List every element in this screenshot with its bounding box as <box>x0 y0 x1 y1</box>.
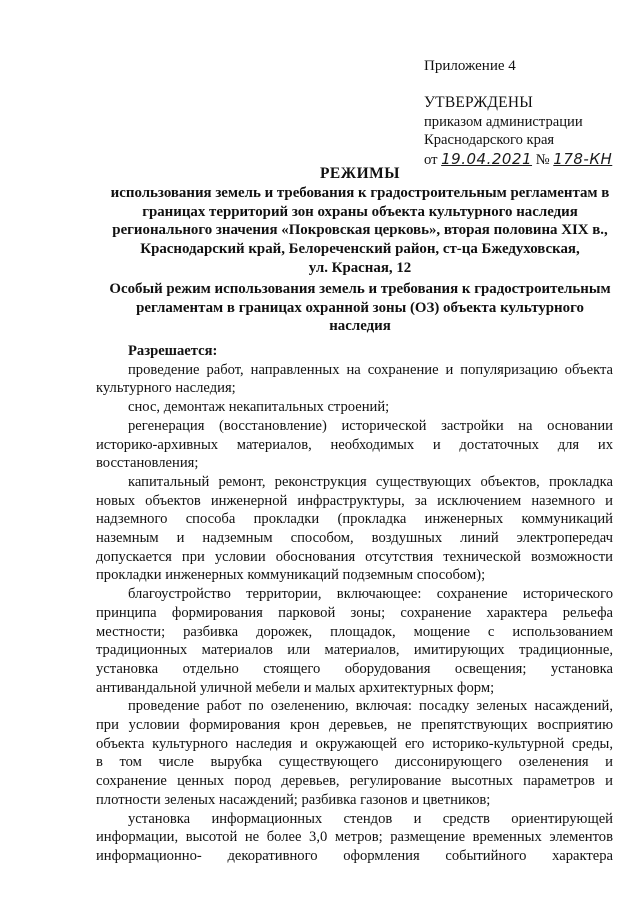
body-line: снос, демонтаж некапитальных строений; <box>128 399 390 416</box>
document-subtitle <box>96 184 624 278</box>
body-line: местности; разбивка дорожек, площадок, мощение с использованием <box>96 623 613 640</box>
body-line: при условии формирования крон деревьев, не препятствующих восприятию <box>96 717 613 734</box>
body-line: наземным и надземным способом, воздушных линий электропередач <box>96 530 613 547</box>
subtitle-line: границах территорий зон охраны объекта культурного наследия <box>142 203 578 220</box>
section-title-line: Особый режим использования земель и требования к градостроительным <box>109 281 611 297</box>
subtitle-line: регионального значения «Покровская церковь», вторая половина XIX в., <box>112 222 608 239</box>
body-line: новых объектов инженерной инфраструктуры, за исключением наземного и <box>96 492 613 509</box>
body-line: установка отдельно стоящего оборудования освещения; установка <box>96 660 613 677</box>
approval-line-2: Краснодарского края <box>424 132 555 149</box>
body-line: в том числе вырубка существующего диссонирующего озеленения и <box>96 754 613 771</box>
body-line: объекта культурного наследия и окружающей его историко-культурной среды, <box>96 735 613 752</box>
subtitle-line: Краснодарский край, Белореченский район, ст-ца Бжедуховская, <box>140 241 580 258</box>
handwritten-date: 19.04.2021 <box>441 149 533 168</box>
body-line: благоустройство территории, включающее: сохранение исторического <box>128 586 613 603</box>
body-line: проведение работ по озеленению, включая: посадку зеленых насаждений, <box>128 698 613 715</box>
body-line: восстановления; <box>96 455 199 472</box>
body-line: прокладки инженерных коммуникаций подземным способом); <box>96 567 486 584</box>
date-prefix: от <box>424 151 438 168</box>
body-line: установка информационных стендов и средств ориентирующей <box>128 810 613 827</box>
body-line: регенерация (восстановление) исторической застройки на основании <box>128 417 613 434</box>
subtitle-line: ул. Красная, 12 <box>308 259 412 276</box>
body-line: проведение работ, направленных на сохранение и популяризацию объекта <box>128 361 613 378</box>
body-text <box>96 342 613 866</box>
section-title <box>96 280 624 336</box>
body-line: сохранение ценных пород деревьев, регулирование высотных параметров и <box>96 773 613 790</box>
section-title-line: наследия <box>329 318 391 335</box>
body-line: антивандальной уличной мебели и малых архитектурных форм; <box>96 679 495 696</box>
body-line: капитальный ремонт, реконструкция существующих объектов, прокладка <box>128 473 613 490</box>
body-line: принципа формирования парковой зоны; сохранение характера рельефа <box>96 604 613 621</box>
body-line: информационно- декоративного оформления событийного характера <box>96 847 613 864</box>
document-title: РЕЖИМЫ <box>319 165 401 182</box>
section-title-line: регламентам в границах охранной зоны (ОЗ) объекта культурного <box>136 299 584 316</box>
body-line: традиционных материалов или материалов, имитирующих традиционные, <box>96 642 613 659</box>
body-lines <box>96 361 613 866</box>
subtitle-line: использования земель и требования к градостроительным регламентам в <box>110 185 610 201</box>
body-line: плотности зеленых насаждений; разбивка газонов и цветников; <box>96 791 491 808</box>
handwritten-number: 178-КН <box>553 149 613 168</box>
body-line: информации, высотой не более 3,0 метров; размещение временных элементов <box>96 829 613 846</box>
approval-line-1: приказом администрации <box>424 113 583 130</box>
body-line: культурного наследия; <box>96 380 236 397</box>
appendix-label: Приложение 4 <box>424 58 516 74</box>
allowed-label: Разрешается: <box>128 343 218 359</box>
approval-block <box>424 94 612 169</box>
approval-heading: УТВЕРЖДЕНЫ <box>424 94 533 111</box>
body-line: надземного способа прокладки (прокладка инженерных коммуникаций <box>96 511 613 528</box>
body-line: историко-архивных материалов, необходимых и достаточных для их <box>96 436 613 453</box>
body-line: допускается при условии обоснования отсутствия технической возможности <box>96 548 613 565</box>
number-prefix: № <box>535 151 550 168</box>
